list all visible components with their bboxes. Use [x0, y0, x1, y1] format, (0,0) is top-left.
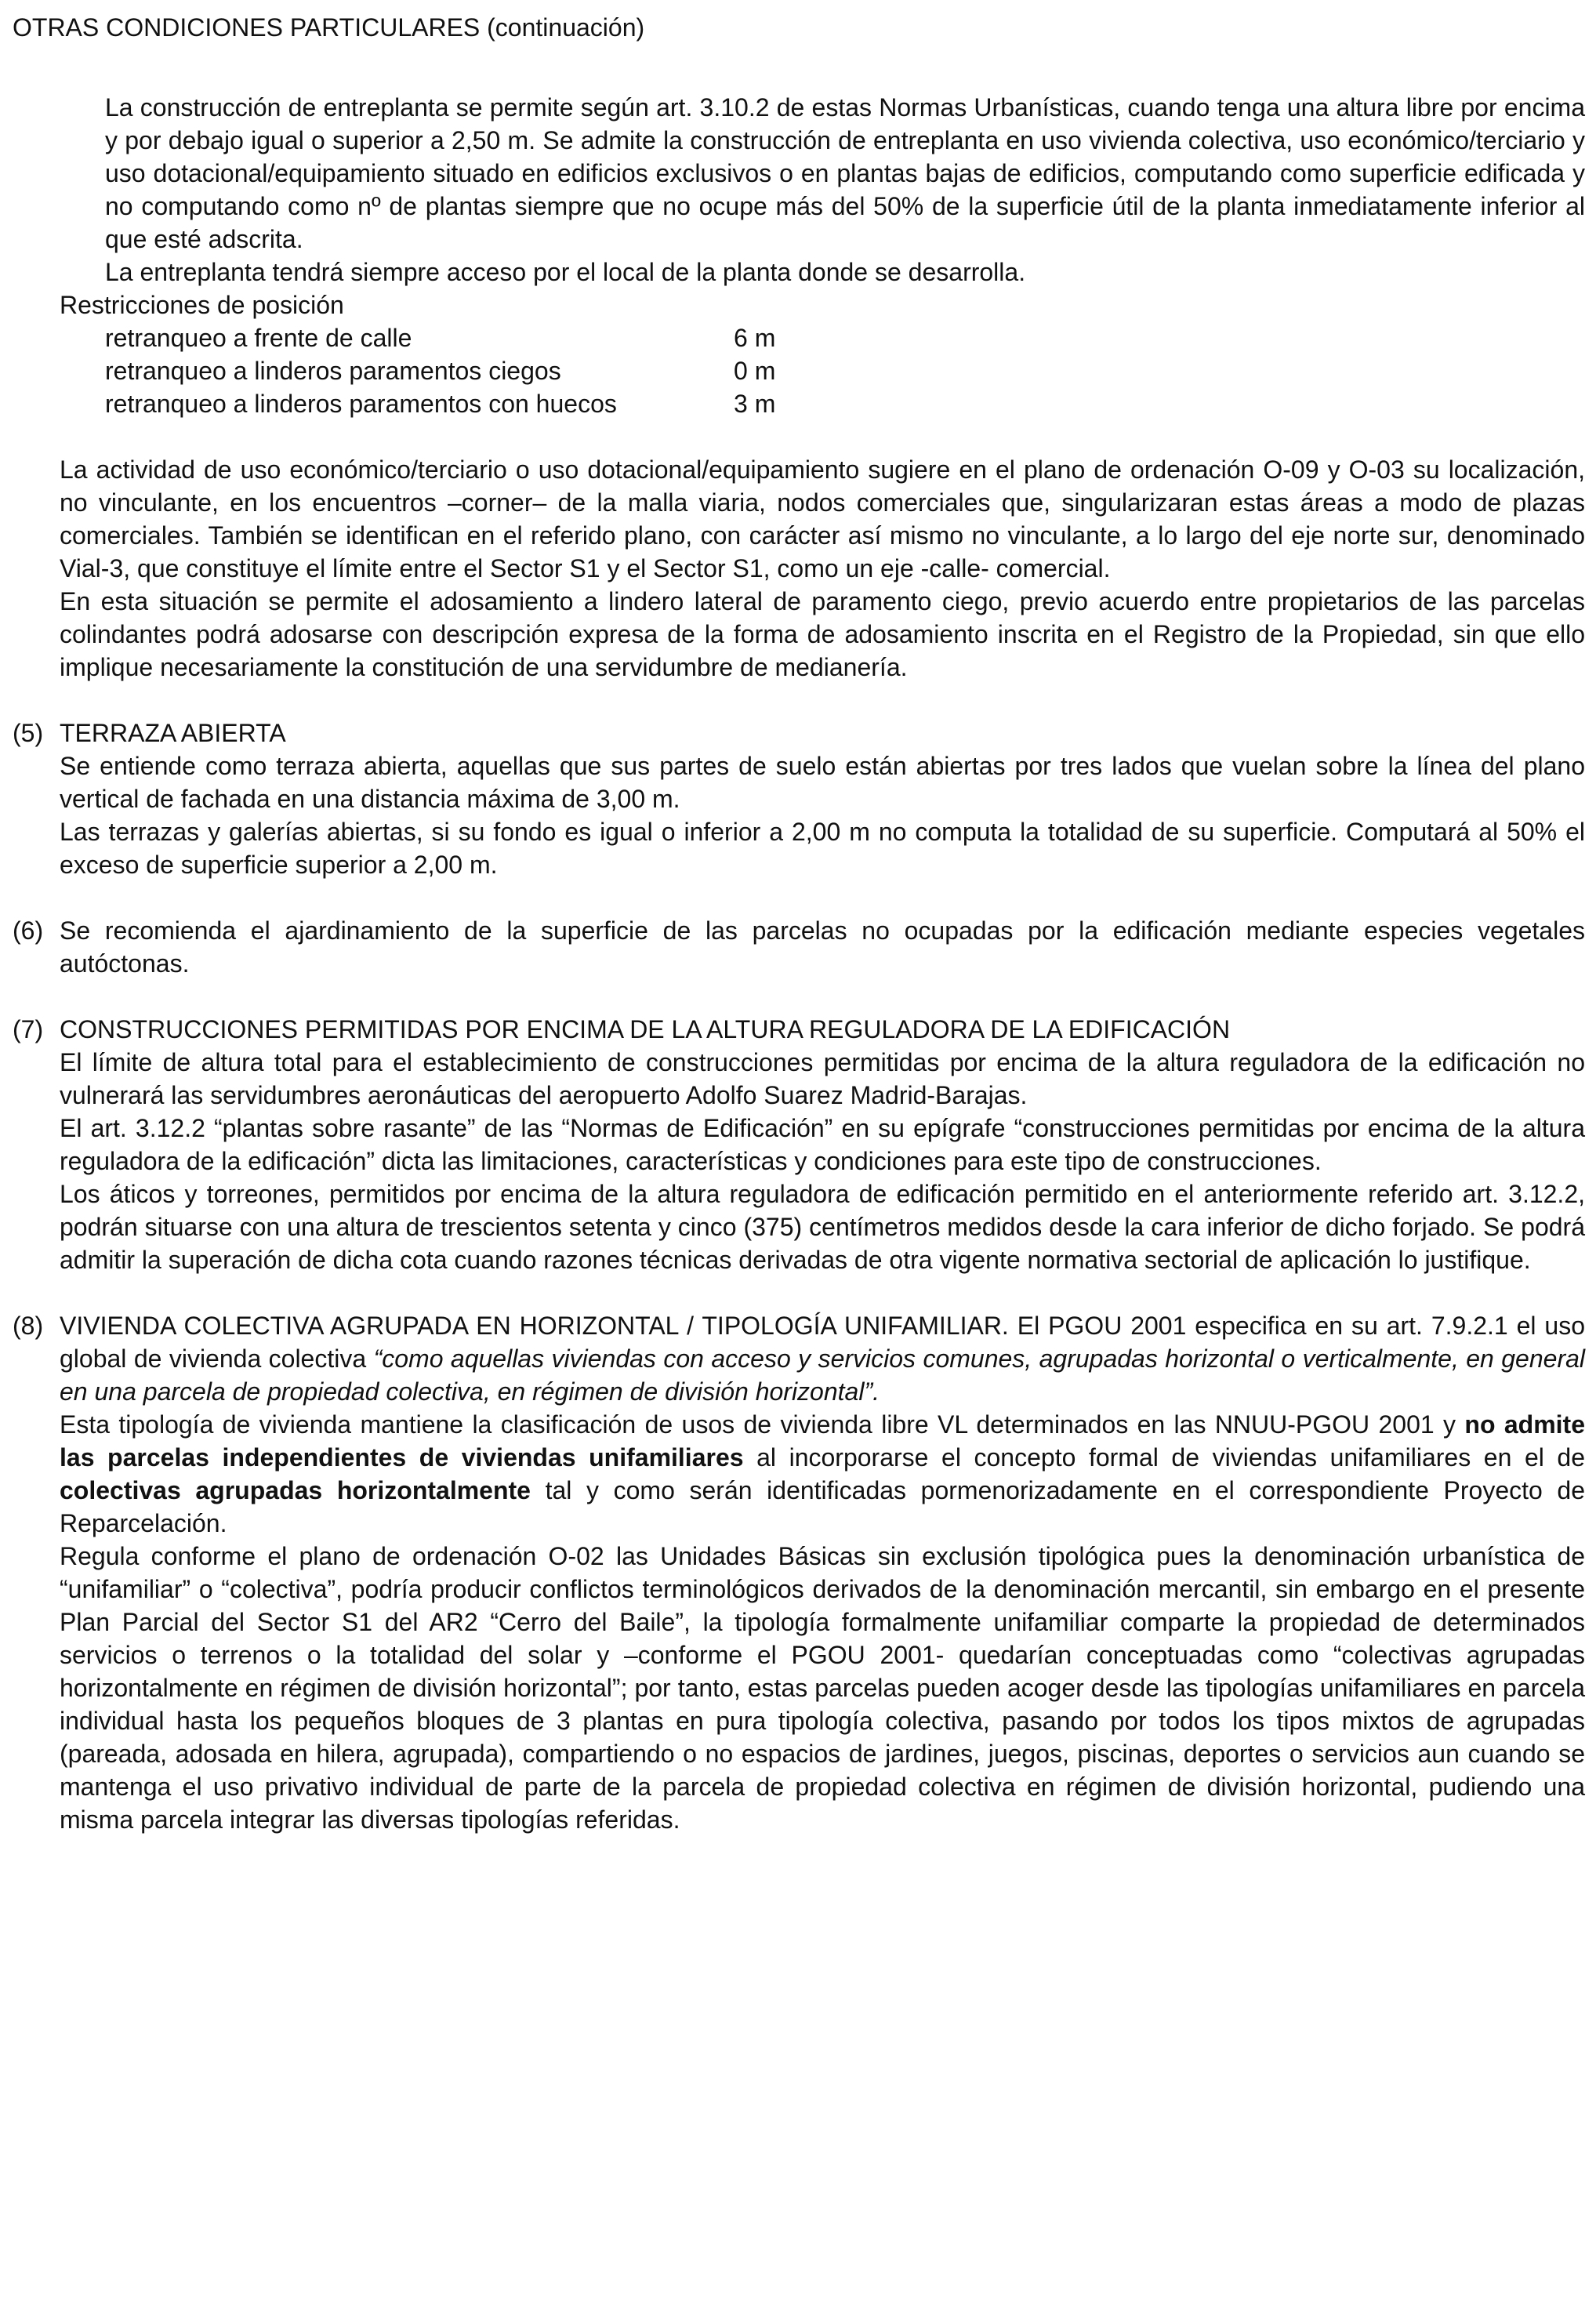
- restricciones-title: Restricciones de posición: [60, 291, 344, 319]
- restriction-label: retranqueo a linderos paramentos con huecos: [105, 390, 617, 418]
- tipologia-text: tal y como serán identificadas pormenorizadamente en el correspondiente Proyecto de Reparcelación.: [60, 1476, 1586, 1537]
- section-number: (8): [13, 1312, 44, 1340]
- restriction-row: [13, 387, 1585, 420]
- section-number: (6): [13, 916, 44, 945]
- section-paragraph: Regula conforme el plano de ordenación O-02 las Unidades Básicas sin exclusión tipológica pues la denominación urbanística de “unifamiliar” o “colectiva”, podría producir conflictos terminológicos derivados de la denominación mercantil, sin embargo en el presente Plan Parcial del Sector S1 del AR2 “Cerro del Baile”, la tipología formalmente unifamiliar comparte la propiedad de determinados servicios o terrenos o la totalidad del solar y –conforme el PGOU 2001- quedarían conceptuadas como “colectivas agrupadas horizontalmente en régimen de división horizontal”; por tanto, estas parcelas pueden acoger desde las tipologías unifamiliares en parcela individual hasta los pequeños bloques de 3 plantas en pura tipología colectiva, pasando por todos los tipos mixtos de agrupadas (pareada, adosada en hilera, agrupada), compartiendo o no espacios de jardines, juegos, piscinas, deportes o servicios aun cuando se mantenga el uso privativo individual de parte de la parcela de propiedad colectiva en régimen de división horizontal, pudiendo una misma parcela integrar las diversas tipologías referidas.: [60, 1542, 1585, 1834]
- tipologia-text: al incorporarse el concepto formal de viviendas unifamiliares en el de: [743, 1443, 1586, 1472]
- section-paragraph: [60, 1408, 1585, 1540]
- section-paragraph: Se recomienda el ajardinamiento de la superficie de las parcelas no ocupadas por la edificación mediante especies vegetales autóctonas.: [60, 916, 1585, 978]
- restriction-row: [13, 354, 1585, 387]
- section-paragraph: [60, 1309, 1585, 1408]
- section-title: TERRAZA ABIERTA: [60, 719, 286, 747]
- restriction-label: retranqueo a frente de calle: [105, 324, 412, 352]
- vivienda-intro-text: VIVIENDA COLECTIVA AGRUPADA EN HORIZONTAL / TIPOLOGÍA UNIFAMILIAR. El PGOU 2001 especifica en su art. 7.9.2.1 el uso global de vivienda colectiva: [60, 1312, 1585, 1373]
- section-paragraph: El límite de altura total para el establecimiento de construcciones permitidas por encima de la altura reguladora de la edificación no vulnerará las servidumbres aeronáuticas del aeropuerto Adolfo Suarez Madrid-Barajas.: [60, 1048, 1585, 1109]
- page-header: OTRAS CONDICIONES PARTICULARES (continuación): [13, 13, 645, 42]
- restricciones-table: [13, 321, 1585, 420]
- tipologia-text: Esta tipología de vivienda mantiene la clasificación de usos de vivienda libre VL determinados en las NNUU-PGOU 2001 y: [60, 1410, 1465, 1439]
- restriction-value: 0 m: [734, 357, 776, 385]
- restricciones-block: [13, 288, 1585, 321]
- section-5: [13, 717, 1585, 881]
- section-paragraph: Las terrazas y galerías abiertas, si su fondo es igual o inferior a 2,00 m no computa la totalidad de su superficie. Computará al 50% el exceso de superficie superior a 2,00 m.: [60, 818, 1585, 879]
- document-page: [13, 11, 1585, 1836]
- no-admite-emphasis: no admite las parcelas independientes de viviendas unifamiliares: [60, 1410, 1586, 1472]
- section-paragraph: Los áticos y torreones, permitidos por encima de la altura reguladora de edificación permitido en el anteriormente referido art. 3.12.2, podrán situarse con una altura de trescientos setenta y cinco (375) centímetros medidos desde la cara inferior de dicho forjado. Se podrá admitir la superación de dicha cota cuando razones técnicas derivadas de otra vigente normativa sectorial de aplicación lo justifique.: [60, 1180, 1585, 1274]
- colectivas-emphasis: colectivas agrupadas horizontalmente: [60, 1476, 531, 1504]
- section-number: (7): [13, 1015, 44, 1043]
- restriction-label: retranqueo a linderos paramentos ciegos: [105, 357, 561, 385]
- restriction-value: 6 m: [734, 324, 776, 352]
- adosamiento-paragraph: En esta situación se permite el adosamiento a lindero lateral de paramento ciego, previo acuerdo entre propietarios de las parcelas colindantes podrá adosarse con descripción expresa de la forma de adosamiento inscrita en el Registro de la Propiedad, sin que ello implique necesariamente la constitución de una servidumbre de medianería.: [60, 587, 1585, 681]
- section-title: CONSTRUCCIONES PERMITIDAS POR ENCIMA DE LA ALTURA REGULADORA DE LA EDIFICACIÓN: [60, 1015, 1231, 1043]
- entreplanta-block: [13, 91, 1585, 288]
- section-paragraph: El art. 3.12.2 “plantas sobre rasante” de las “Normas de Edificación” en su epígrafe “construcciones permitidas por encima de la altura reguladora de la edificación” dicta las limitaciones, características y condiciones para este tipo de construcciones.: [60, 1114, 1585, 1175]
- actividad-block: [13, 453, 1585, 684]
- entreplanta-paragraph: La construcción de entreplanta se permite según art. 3.10.2 de estas Normas Urbanísticas, cuando tenga una altura libre por encima y por debajo igual o superior a 2,50 m. Se admite la construcción de entreplanta en uso vivienda colectiva, uso económico/terciario y uso dotacional/equipamiento situado en edificios exclusivos o en plantas bajas de edificios, computando como superficie edificada y no computando como nº de plantas siempre que no ocupe más del 50% de la superficie útil de la planta inmediatamente inferior al que esté adscrita.: [105, 93, 1585, 253]
- section-paragraph: Se entiende como terraza abierta, aquellas que sus partes de suelo están abiertas por tres lados que vuelan sobre la línea del plano vertical de fachada en una distancia máxima de 3,00 m.: [60, 752, 1585, 813]
- vivienda-definition-quote: “como aquellas viviendas con acceso y servicios comunes, agrupadas horizontal o verticalmente, en general en una parcela de propiedad colectiva, en régimen de división horizontal”.: [60, 1345, 1586, 1406]
- section-6: [13, 914, 1585, 980]
- restriction-value: 3 m: [734, 390, 776, 418]
- section-number: (5): [13, 719, 44, 747]
- section-7: [13, 1013, 1585, 1276]
- restriction-row: [13, 321, 1585, 354]
- actividad-paragraph: La actividad de uso económico/terciario o uso dotacional/equipamiento sugiere en el plano de ordenación O-09 y O-03 su localización, no vinculante, en los encuentros –corner– de la malla viaria, nodos comerciales que, singularizaran estas áreas a modo de plazas comerciales. También se identifican en el referido plano, con carácter así mismo no vinculante, a lo largo del eje norte sur, denominado Vial-3, que constituye el límite entre el Sector S1 y el Sector S1, como un eje -calle- comercial.: [60, 455, 1585, 582]
- section-8: [13, 1309, 1585, 1836]
- entreplanta-access-paragraph: La entreplanta tendrá siempre acceso por el local de la planta donde se desarrolla.: [105, 258, 1026, 286]
